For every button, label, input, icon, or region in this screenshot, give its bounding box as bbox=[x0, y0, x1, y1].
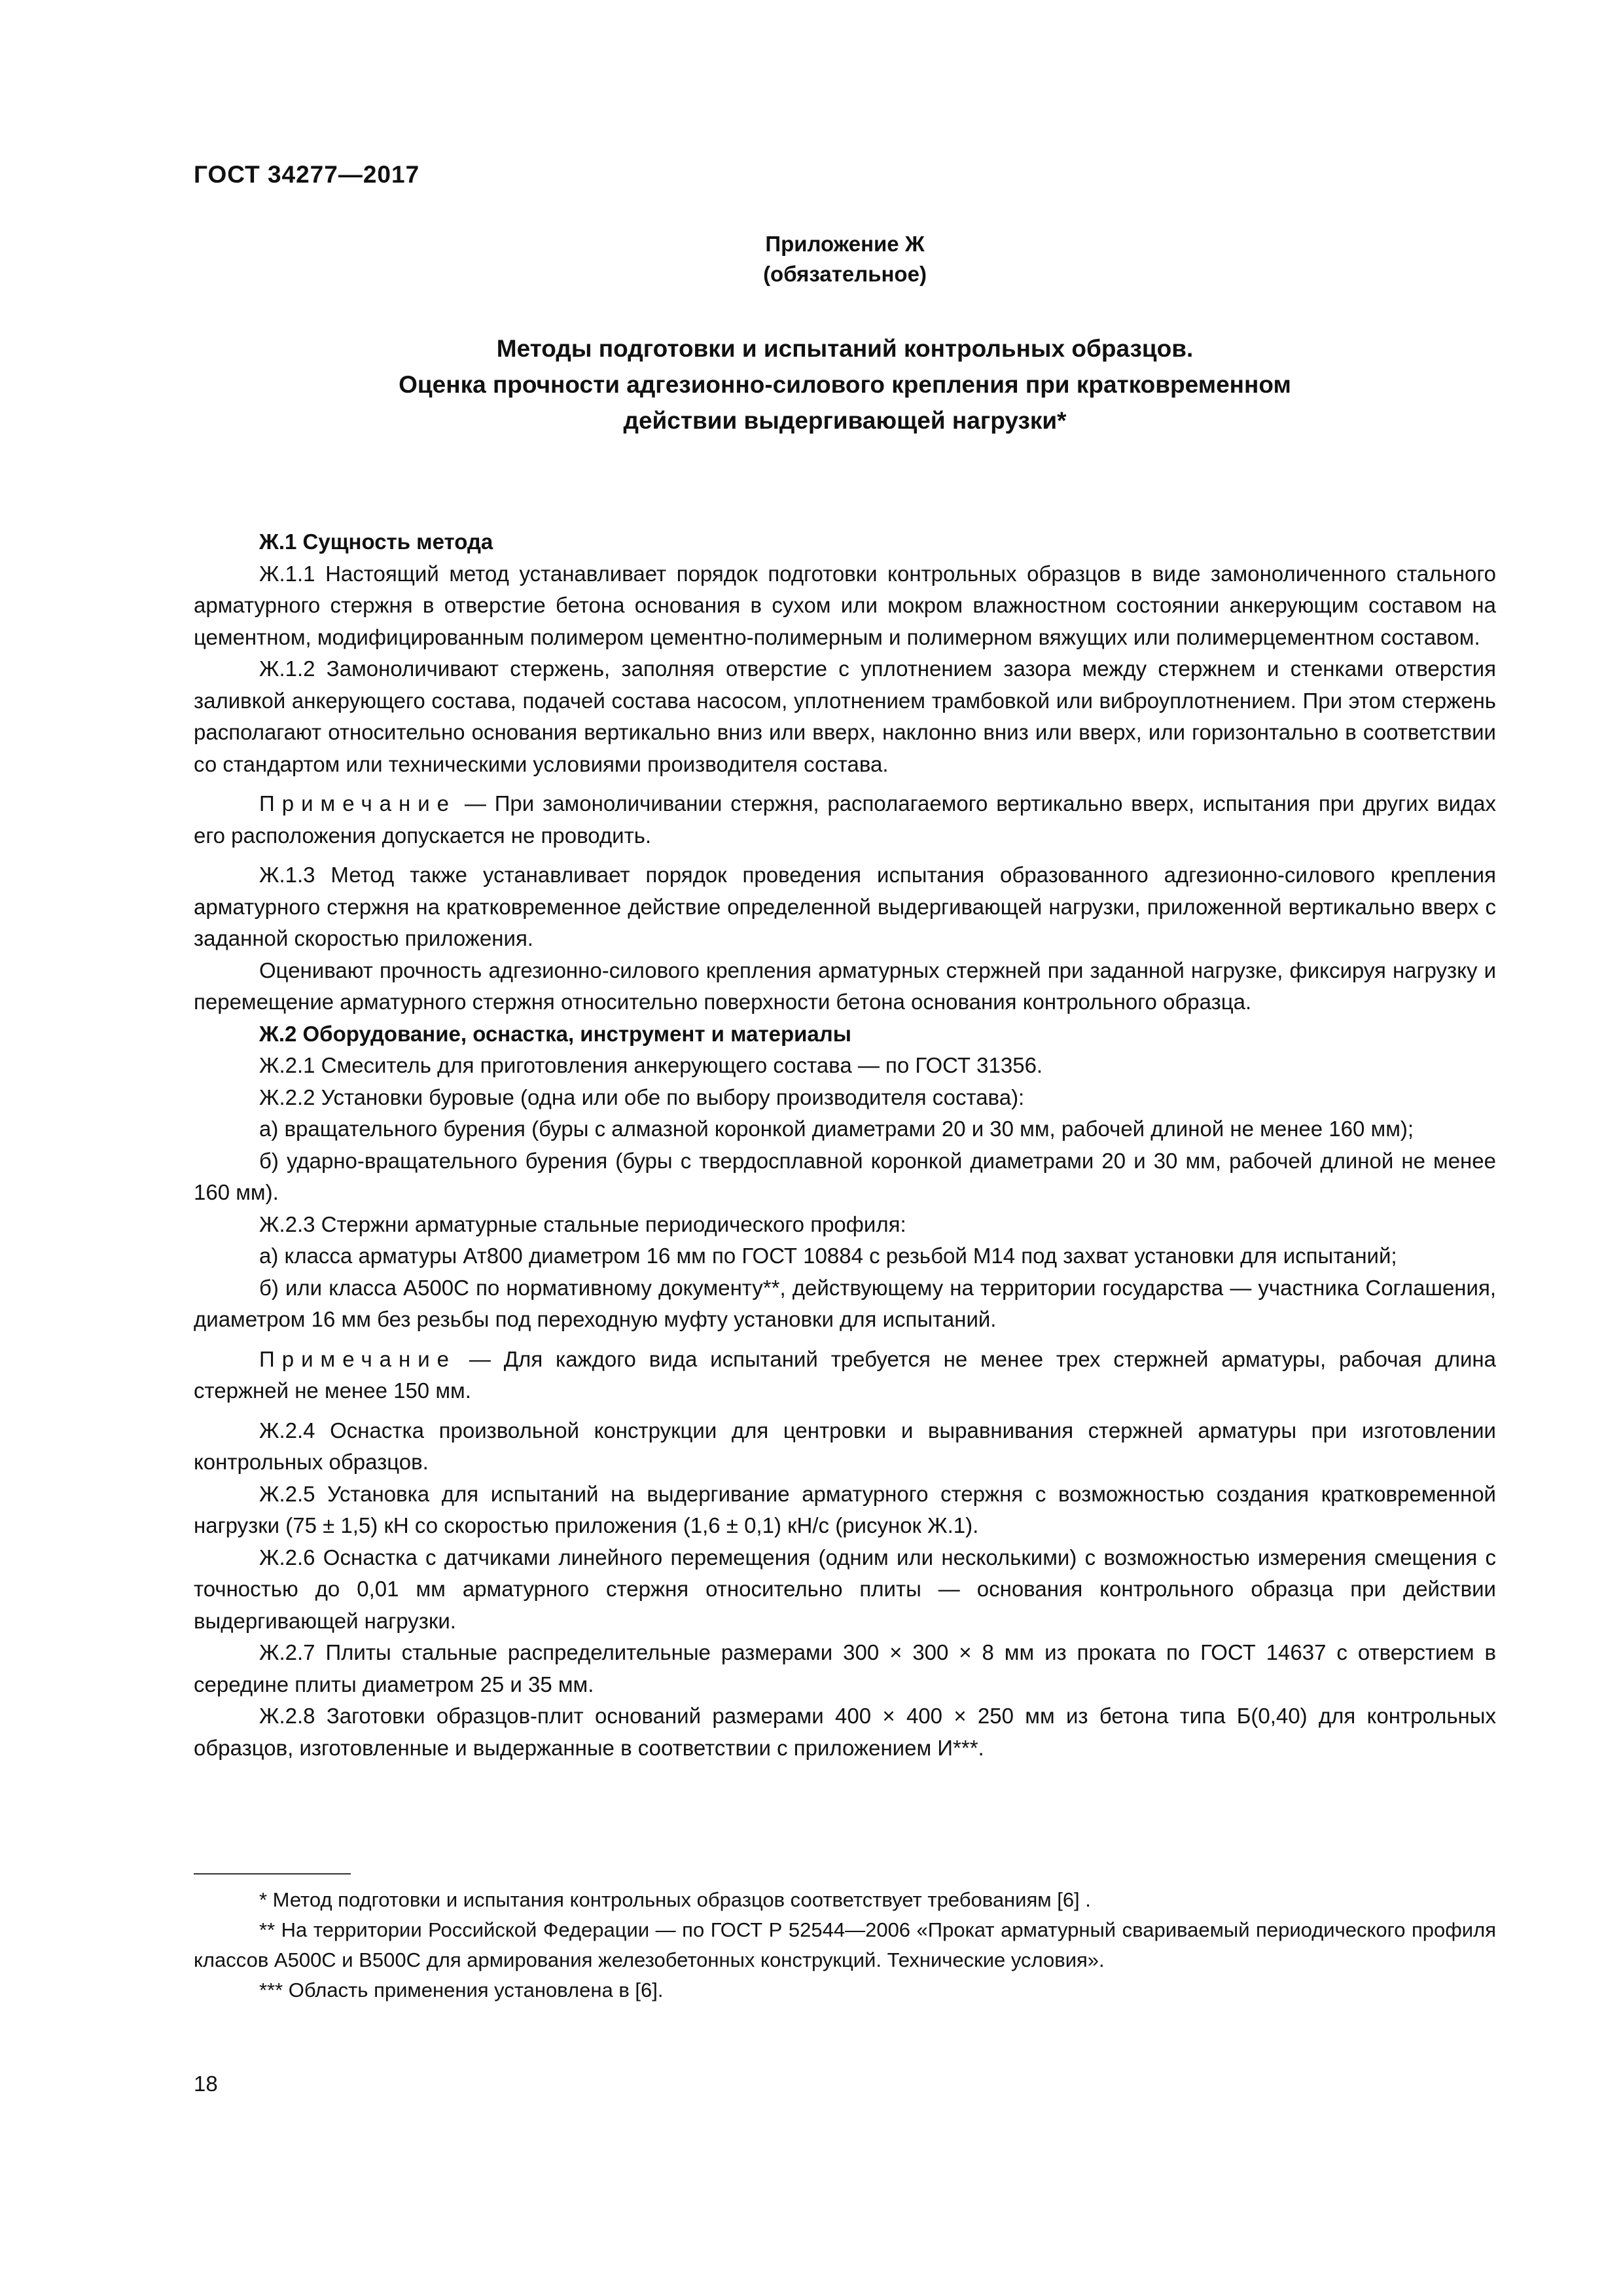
footnote-divider bbox=[194, 1873, 351, 1874]
annex-title-line: действии выдергивающей нагрузки* bbox=[623, 407, 1067, 434]
note-1 bbox=[194, 788, 1496, 852]
paragraph-1-1-3-continued: Оценивают прочность адгезионно-силового крепления арматурных стержней при заданной нагрузке, фиксируя нагрузку и перемещение арматурного стержня относительно поверхности бетона основания контрольного образца. bbox=[194, 958, 1496, 1014]
paragraph-2-1: Ж.2.1 Смеситель для приготовления анкерующего состава — по ГОСТ 31356. bbox=[259, 1053, 1043, 1077]
paragraph-1-1-1: Ж.1.1 Настоящий метод устанавливает порядок подготовки контрольных образцов в виде замоноличенного стального арматурного стержня в отверстие бетона основания в сухом или мокром влажностном состоянии анкерующим составом на цементном, модифицированным полимером цементно-полимерным и полимерном вяжущих или полимерцементном составом. bbox=[194, 561, 1496, 649]
list-item-2-2-b: б) ударно-вращательного бурения (буры с твердосплавной коронкой диаметрами 20 и 30 мм, рабочей длиной не менее 160 мм). bbox=[194, 1148, 1496, 1204]
paragraph-2-2: Ж.2.2 Установки буровые (одна или обе по выбору производителя состава): bbox=[259, 1085, 1025, 1109]
paragraph-2-3: Ж.2.3 Стержни арматурные стальные периодического профиля: bbox=[259, 1211, 906, 1236]
note-label: Примечание bbox=[259, 791, 457, 816]
note-text: — При замоноличивании стержня, располагаемого вертикально вверх, испытания при других видах его расположения допускается не проводить. bbox=[194, 791, 1496, 848]
annex-status: (обязательное) bbox=[763, 262, 927, 286]
footnote-1: * Метод подготовки и испытания контрольных образцов соответствует требованиям [6] . bbox=[259, 1888, 1091, 1911]
paragraph-1-1-2: Ж.1.2 Замоноличивают стержень, заполняя отверстие с уплотнением зазора между стержнем и стенками отверстия заливкой анкерующего состава, подачей состава насосом, уплотнением трамбовкой или виброуплотнением. При этом стержень располагают относительно основания вертикально вниз или вверх, наклонно вниз или вверх, или горизонтально в соответствии со стандартом или техническими условиями производителя состава. bbox=[194, 656, 1496, 776]
note-text: — Для каждого вида испытаний требуется не менее трех стержней арматуры, рабочая длина стержней не менее 150 мм. bbox=[194, 1346, 1496, 1403]
list-item-2-3-a: а) класса арматуры Ат800 диаметром 16 мм по ГОСТ 10884 с резьбой М14 под захват установки для испытаний; bbox=[259, 1244, 1397, 1268]
annex-title-line: Оценка прочности адгезионно-силового крепления при кратковременном bbox=[399, 371, 1291, 398]
list-item-2-3-b: б) или класса А500С по нормативному документу**, действующему на территории государства — участника Соглашения, диаметром 16 мм без резьбы под переходную муфту установки для испытаний. bbox=[194, 1275, 1496, 1331]
annex-heading bbox=[194, 229, 1496, 289]
annex-label: Приложение Ж bbox=[765, 232, 925, 256]
paragraph-2-6: Ж.2.6 Оснастка с датчиками линейного перемещения (одним или несколькими) с возможностью измерения смещения с точностью до 0,01 мм арматурного стержня относительно плиты — основания контрольного образца при действии выдергивающей нагрузки. bbox=[194, 1545, 1496, 1633]
list-item-2-2-a: а) вращательного бурения (буры с алмазной коронкой диаметрами 20 и 30 мм, рабочей длиной не менее 160 мм); bbox=[259, 1117, 1414, 1141]
page-number: 18 bbox=[194, 2072, 218, 2096]
paragraph-2-4: Ж.2.4 Оснастка произвольной конструкции для центровки и выравнивания стержней арматуры при изготовлении контрольных образцов. bbox=[194, 1418, 1496, 1474]
note-2 bbox=[194, 1344, 1496, 1407]
annex-title bbox=[194, 331, 1496, 439]
footnote-2: ** На территории Российской Федерации — по ГОСТ Р 52544—2006 «Прокат арматурный свариваемый периодического профиля классов А500С и В500С для армирования железобетонных конструкций. Технические условия». bbox=[194, 1918, 1496, 1971]
section-heading-1: Ж.1 Сущность метода bbox=[259, 529, 493, 554]
footnote-3: *** Область применения установлена в [6]. bbox=[259, 1979, 664, 2001]
footnotes bbox=[194, 1885, 1496, 2005]
paragraph-2-7: Ж.2.7 Плиты стальные распределительные размерами 300 × 300 × 8 мм из проката по ГОСТ 14637 с отверстием в середине плиты диаметром 25 и 35 мм. bbox=[194, 1640, 1496, 1696]
standard-code-header: ГОСТ 34277—2017 bbox=[194, 161, 420, 188]
paragraph-1-1-3: Ж.1.3 Метод также устанавливает порядок проведения испытания образованного адгезионно-силового крепления арматурного стержня на кратковременное действие определенной выдергивающей нагрузки, приложенной вертикально вверх с заданной скоростью приложения. bbox=[194, 863, 1496, 950]
paragraph-2-5: Ж.2.5 Установка для испытаний на выдергивание арматурного стержня с возможностью создания кратковременной нагрузки (75 ± 1,5) кН со скоростью приложения (1,6 ± 0,1) кН/с (рисунок Ж.1). bbox=[194, 1481, 1496, 1537]
note-label: Примечание bbox=[259, 1346, 457, 1371]
annex-title-line: Методы подготовки и испытаний контрольных образцов. bbox=[496, 335, 1194, 362]
paragraph-2-8: Ж.2.8 Заготовки образцов-плит оснований размерами 400 × 400 × 250 мм из бетона типа Б(0,40) для контрольных образцов, изготовленные и выдержанные в соответствии с приложением И***. bbox=[194, 1704, 1496, 1760]
section-heading-2: Ж.2 Оборудование, оснастка, инструмент и материалы bbox=[259, 1021, 851, 1046]
document-body bbox=[194, 526, 1496, 1764]
